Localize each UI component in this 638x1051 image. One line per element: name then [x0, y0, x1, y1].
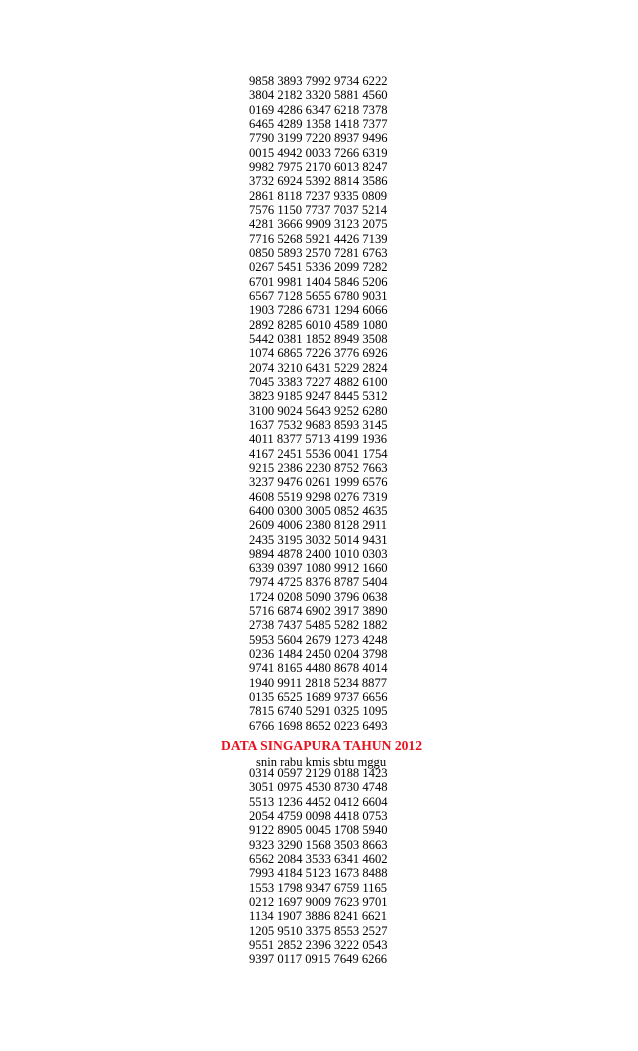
number-row: 2609 4006 2380 8128 2911 — [249, 518, 388, 533]
number-row: 5513 1236 4452 0412 6604 — [249, 794, 388, 809]
number-row: 1074 6865 7226 3776 6926 — [249, 346, 388, 361]
number-row: 9122 8905 0045 1708 5940 — [249, 823, 388, 838]
number-row: 5716 6874 6902 3917 3890 — [249, 604, 388, 619]
number-row: 9858 3893 7992 9734 6222 — [249, 74, 388, 88]
number-row: 1637 7532 9683 8593 3145 — [249, 417, 388, 432]
number-row: 1134 1907 3886 8241 6621 — [249, 909, 388, 924]
day-column-header: snin rabu kmis sbtu mggu — [256, 755, 387, 769]
number-row: 0015 4942 0033 7266 6319 — [249, 145, 388, 160]
number-row: 7993 4184 5123 1673 8488 — [249, 866, 388, 881]
number-row: 3051 0975 4530 8730 4748 — [249, 780, 388, 795]
number-row: 6766 1698 8652 0223 6493 — [249, 718, 388, 733]
number-row: 3732 6924 5392 8814 3586 — [249, 174, 388, 189]
number-row: 1553 1798 9347 6759 1165 — [249, 880, 388, 895]
number-row: 0212 1697 9009 7623 9701 — [249, 894, 388, 909]
number-list-2 — [249, 766, 549, 967]
number-row: 6465 4289 1358 1418 7377 — [249, 116, 388, 131]
number-row: 0267 5451 5336 2099 7282 — [249, 260, 388, 275]
number-row: 3804 2182 3320 5881 4560 — [249, 88, 388, 103]
number-row: 7815 6740 5291 0325 1095 — [249, 704, 388, 719]
number-row: 3237 9476 0261 1999 6576 — [249, 475, 388, 490]
number-row: 5442 0381 1852 8949 3508 — [249, 331, 388, 346]
section-heading: DATA SINGAPURA TAHUN 2012 — [221, 738, 423, 753]
number-row: 4608 5519 9298 0276 7319 — [249, 489, 388, 504]
number-row: 9982 7975 2170 6013 8247 — [249, 159, 388, 174]
number-row: 2435 3195 3032 5014 9431 — [249, 532, 388, 547]
number-row: 9551 2852 2396 3222 0543 — [249, 937, 388, 952]
number-list-1 — [249, 74, 549, 733]
number-row: 5953 5604 2679 1273 4248 — [249, 632, 388, 647]
number-row: 9894 4878 2400 1010 0303 — [249, 546, 388, 561]
number-row: 6567 7128 5655 6780 9031 — [249, 288, 388, 303]
number-row: 0135 6525 1689 9737 6656 — [249, 690, 388, 705]
number-row: 1205 9510 3375 8553 2527 — [249, 923, 388, 938]
number-row: 0236 1484 2450 0204 3798 — [249, 647, 388, 662]
number-row: 0850 5893 2570 7281 6763 — [249, 245, 388, 260]
number-row: 9215 2386 2230 8752 7663 — [249, 460, 388, 475]
number-row: 7790 3199 7220 8937 9496 — [249, 131, 388, 146]
number-row: 9741 8165 4480 8678 4014 — [249, 661, 388, 676]
number-row: 2861 8118 7237 9335 0809 — [249, 188, 388, 203]
number-row: 7974 4725 8376 8787 5404 — [249, 575, 388, 590]
number-row: 2074 3210 6431 5229 2824 — [249, 360, 388, 375]
number-row: 2054 4759 0098 4418 0753 — [249, 808, 388, 823]
number-row: 3823 9185 9247 8445 5312 — [249, 389, 388, 404]
number-row: 9397 0117 0915 7649 6266 — [249, 952, 388, 967]
number-row: 4167 2451 5536 0041 1754 — [249, 446, 388, 461]
number-row: 4281 3666 9909 3123 2075 — [249, 217, 388, 232]
number-row: 7576 1150 7737 7037 5214 — [249, 202, 388, 217]
number-row: 7716 5268 5921 4426 7139 — [249, 231, 388, 246]
number-row: 1903 7286 6731 1294 6066 — [249, 303, 388, 318]
number-row: 0314 0597 2129 0188 1423 — [249, 766, 388, 780]
number-row: 2892 8285 6010 4589 1080 — [249, 317, 388, 332]
number-row: 9323 3290 1568 3503 8663 — [249, 837, 388, 852]
number-row: 0169 4286 6347 6218 7378 — [249, 102, 388, 117]
number-row: 1940 9911 2818 5234 8877 — [249, 675, 388, 690]
number-row: 2738 7437 5485 5282 1882 — [249, 618, 388, 633]
number-row: 6400 0300 3005 0852 4635 — [249, 503, 388, 518]
number-row: 1724 0208 5090 3796 0638 — [249, 589, 388, 604]
number-row: 4011 8377 5713 4199 1936 — [249, 432, 388, 447]
number-row: 3100 9024 5643 9252 6280 — [249, 403, 388, 418]
number-row: 6562 2084 3533 6341 4602 — [249, 851, 388, 866]
number-row: 7045 3383 7227 4882 6100 — [249, 374, 388, 389]
number-row: 6339 0397 1080 9912 1660 — [249, 561, 388, 576]
number-row: 6701 9981 1404 5846 5206 — [249, 274, 388, 289]
